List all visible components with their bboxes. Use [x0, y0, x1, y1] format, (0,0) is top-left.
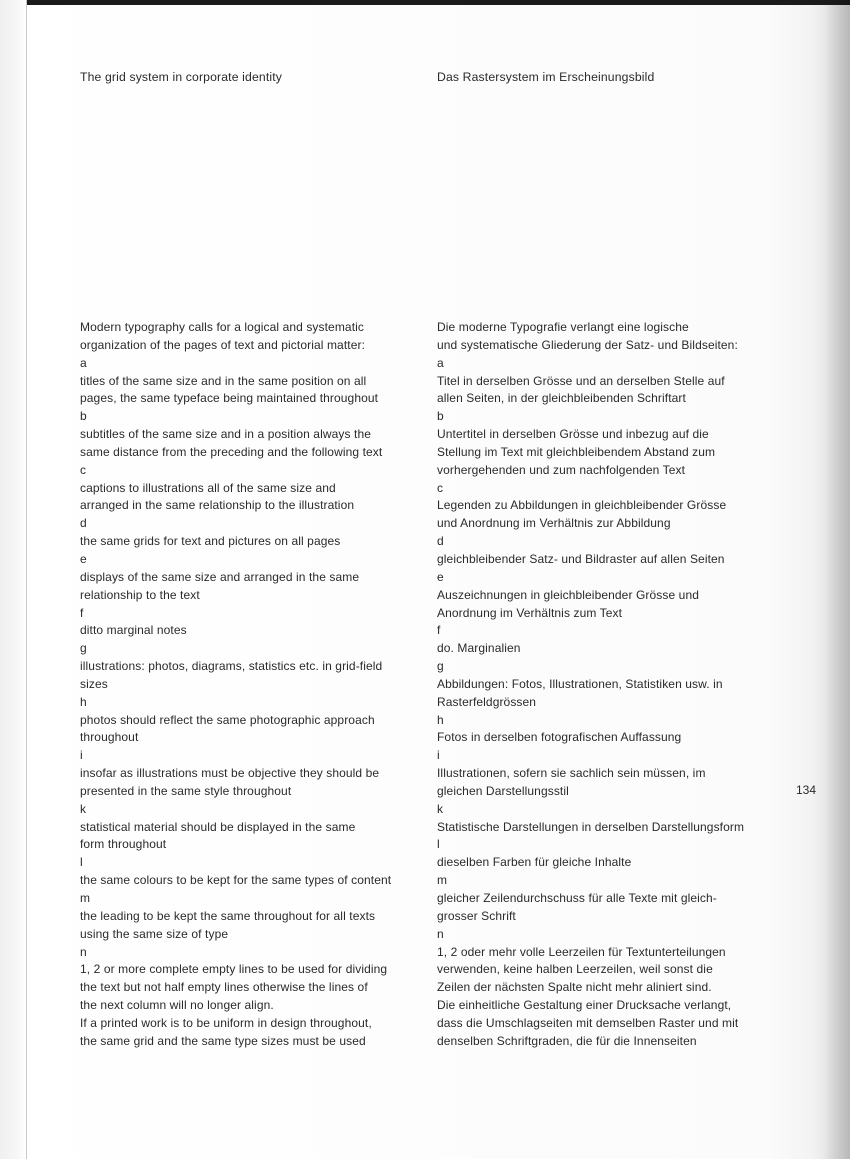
english-text-line: c — [80, 462, 87, 477]
english-text-line: illustrations: photos, diagrams, statistics etc. in grid-field — [80, 659, 383, 674]
english-text-line: relationship to the text — [80, 587, 200, 602]
english-text-line: ditto marginal notes — [80, 623, 187, 638]
english-text-line: captions to illustrations all of the same size and — [80, 480, 336, 495]
page-gutter-shadow — [824, 0, 850, 1159]
german-text-line: allen Seiten, in der gleichbleibenden Schriftart — [437, 391, 686, 406]
german-text-line: Fotos in derselben fotografischen Auffassung — [437, 730, 682, 745]
scan-left-margin — [0, 0, 26, 1159]
english-text-line: the leading to be kept the same throughout for all texts — [80, 908, 376, 923]
english-text-line: pages, the same typeface being maintained throughout — [80, 391, 379, 406]
german-text-line: gleichbleibender Satz- und Bildraster auf allen Seiten — [437, 551, 725, 566]
english-text-line: 1, 2 or more complete empty lines to be used for dividing — [80, 962, 388, 977]
english-text-line: Modern typography calls for a logical and systematic — [80, 320, 365, 334]
german-text-line: 1, 2 oder mehr volle Leerzeilen für Textunterteilungen — [437, 944, 726, 959]
german-text-line: n — [437, 926, 444, 941]
english-text-line: e — [80, 551, 87, 566]
english-text-line: the same colours to be kept for the same types of content — [80, 873, 392, 888]
german-text-line: Die moderne Typografie verlangt eine logische — [437, 320, 689, 334]
german-text-line: f — [437, 623, 441, 638]
english-text-line: using the same size of type — [80, 926, 229, 941]
english-text-line: the same grids for text and pictures on all pages — [80, 534, 341, 549]
english-text-line: photos should reflect the same photographic approach — [80, 712, 375, 727]
german-text-line: a — [437, 355, 444, 370]
english-text-line: form throughout — [80, 837, 167, 852]
running-header-german: Das Rastersystem im Erscheinungsbild — [437, 70, 655, 84]
german-text-line: denselben Schriftgraden, die für die Innenseiten — [437, 1033, 697, 1048]
german-text-line: Rasterfeldgrössen — [437, 694, 537, 709]
german-text-line: Zeilen der nächsten Spalte nicht mehr aliniert sind. — [437, 980, 712, 995]
german-text-line: i — [437, 748, 440, 763]
german-text-line: Stellung im Text mit gleichbleibendem Abstand zum — [437, 444, 716, 459]
german-text-line: Abbildungen: Fotos, Illustrationen, Statistiken usw. in — [437, 676, 723, 691]
german-text-line: und Anordnung im Verhältnis zur Abbildung — [437, 516, 671, 531]
german-text-line: do. Marginalien — [437, 641, 521, 656]
english-text-line: f — [80, 605, 84, 620]
german-text-line: k — [437, 801, 444, 816]
english-text-line: a — [80, 355, 87, 370]
english-text-line: same distance from the preceding and the following text — [80, 444, 383, 459]
english-text-line: the text but not half empty lines otherwise the lines of — [80, 980, 368, 995]
german-text-line: vorhergehenden und zum nachfolgenden Text — [437, 462, 686, 477]
german-text-line: dieselben Farben für gleiche Inhalte — [437, 855, 632, 870]
german-text-line: Anordnung im Verhältnis zum Text — [437, 605, 623, 620]
page-border-line — [26, 0, 27, 1159]
english-text-line: i — [80, 748, 83, 763]
english-text-column — [80, 319, 425, 1051]
english-text-line: titles of the same size and in the same position on all — [80, 373, 367, 388]
english-text-line: g — [80, 641, 87, 656]
german-text-line: Untertitel in derselben Grösse und inbezug auf die — [437, 427, 709, 442]
english-text-line: statistical material should be displayed in the same — [80, 819, 356, 834]
german-text-line: gleicher Zeilendurchschuss für alle Texte mit gleich- — [437, 891, 717, 905]
german-text-line: gleichen Darstellungsstil — [437, 783, 569, 798]
german-text-line: m — [437, 873, 448, 888]
english-text-line: the next column will no longer align. — [80, 998, 274, 1013]
german-text-line: grosser Schrift — [437, 908, 516, 923]
german-text-line: dass die Umschlagseiten mit demselben Raster und mit — [437, 1015, 739, 1030]
english-text-line: the same grid and the same type sizes must be used — [80, 1033, 366, 1048]
english-text-line: h — [80, 694, 87, 709]
german-text-line: verwenden, keine halben Leerzeilen, weil sonst die — [437, 962, 713, 977]
german-text-line: e — [437, 569, 444, 584]
english-text-line: k — [80, 801, 87, 816]
german-text-line: l — [437, 837, 440, 852]
german-text-line: c — [437, 480, 444, 495]
english-text-line: throughout — [80, 730, 139, 745]
german-text-column — [437, 319, 782, 1051]
german-text-line: Illustrationen, sofern sie sachlich sein müssen, im — [437, 766, 706, 781]
page-number: 134 — [796, 783, 817, 797]
english-text-line: subtitles of the same size and in a position always the — [80, 427, 371, 442]
german-text-line: Titel in derselben Grösse und an derselben Stelle auf — [437, 373, 725, 388]
english-text-line: insofar as illustrations must be objective they should be — [80, 766, 380, 781]
english-text-line: If a printed work is to be uniform in design throughout, — [80, 1015, 372, 1030]
english-text-line: l — [80, 855, 83, 870]
english-text-line: d — [80, 516, 87, 531]
scan-top-edge — [0, 0, 850, 5]
english-text-line: m — [80, 891, 91, 905]
german-text-line: b — [437, 409, 444, 424]
german-text-line: h — [437, 712, 444, 727]
english-text-line: sizes — [80, 676, 108, 691]
english-text-line: n — [80, 944, 87, 959]
german-text-line: Auszeichnungen in gleichbleibender Grösse und — [437, 587, 700, 602]
german-text-line: d — [437, 534, 444, 549]
german-text-line: Statistische Darstellungen in derselben Darstellungsform — [437, 819, 745, 834]
english-text-line: displays of the same size and arranged in the same — [80, 569, 360, 584]
german-text-line: g — [437, 659, 444, 674]
german-text-line: Die einheitliche Gestaltung einer Drucksache verlangt, — [437, 998, 732, 1013]
english-text-line: arranged in the same relationship to the illustration — [80, 498, 355, 513]
running-header-english: The grid system in corporate identity — [80, 70, 282, 84]
english-text-line: presented in the same style throughout — [80, 783, 292, 798]
english-text-line: organization of the pages of text and pictorial matter: — [80, 337, 365, 352]
german-text-line: und systematische Gliederung der Satz- und Bildseiten: — [437, 337, 738, 352]
english-text-line: b — [80, 409, 87, 424]
german-text-line: Legenden zu Abbildungen in gleichbleibender Grösse — [437, 498, 727, 513]
